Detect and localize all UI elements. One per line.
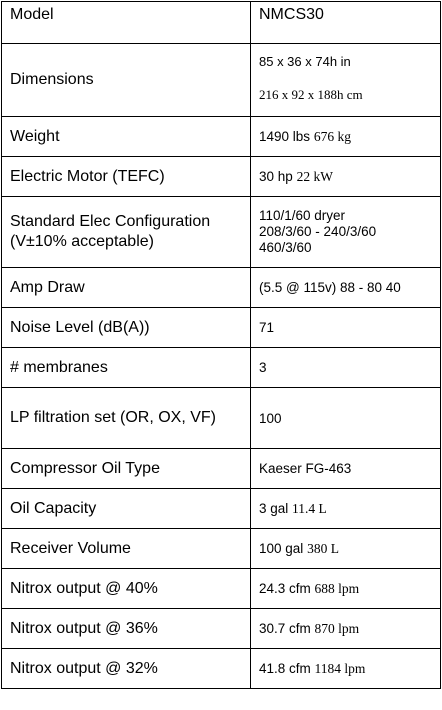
nitrox-40-value — [251, 569, 441, 609]
model-value: NMCS30 — [251, 2, 441, 44]
dimensions-label: Dimensions — [2, 44, 251, 117]
table-row-oilcap — [2, 489, 441, 529]
nitrox-40-label: Nitrox output @ 40% — [2, 569, 251, 609]
table-row-nitrox-32 — [2, 649, 441, 689]
model-label: Model — [2, 2, 251, 44]
lp-value: 100 — [251, 388, 441, 449]
motor-value — [251, 157, 441, 197]
config-line-2: 208/3/60 - 240/3/60 — [259, 224, 377, 239]
oiltype-value: Kaeser FG-463 — [251, 449, 441, 489]
table-row-motor — [2, 157, 441, 197]
motor-label: Electric Motor (TEFC) — [2, 157, 251, 197]
weight-label: Weight — [2, 117, 251, 157]
table-row-oiltype — [2, 449, 441, 489]
nitrox-32-imperial: 41.8 cfm — [259, 661, 311, 676]
amp-label: Amp Draw — [2, 268, 251, 308]
config-label: Standard Elec Configuration (V±10% acceptable) — [2, 197, 251, 268]
membranes-value: 3 — [251, 348, 441, 388]
spec-table — [1, 1, 441, 689]
nitrox-36-value — [251, 609, 441, 649]
table-row-receiver — [2, 529, 441, 569]
table-row-amp — [2, 268, 441, 308]
table-row-membranes — [2, 348, 441, 388]
config-line-1: 110/1/60 dryer — [259, 208, 346, 223]
nitrox-36-imperial: 30.7 cfm — [259, 621, 311, 636]
amp-value: (5.5 @ 115v) 88 - 80 40 — [251, 268, 441, 308]
oiltype-label: Compressor Oil Type — [2, 449, 251, 489]
motor-metric: 22 kW — [296, 169, 333, 184]
nitrox-36-metric: 870 lpm — [314, 621, 360, 636]
config-line-3: 460/3/60 — [259, 240, 312, 255]
receiver-value — [251, 529, 441, 569]
dimensions-value — [251, 44, 441, 117]
oilcap-metric: 11.4 L — [292, 501, 327, 516]
noise-label: Noise Level (dB(A)) — [2, 308, 251, 348]
lp-label: LP filtration set (OR, OX, VF) — [2, 388, 251, 449]
table-row-noise — [2, 308, 441, 348]
table-row-weight — [2, 117, 441, 157]
membranes-label: # membranes — [2, 348, 251, 388]
nitrox-32-metric: 1184 lpm — [314, 661, 366, 676]
nitrox-40-imperial: 24.3 cfm — [259, 581, 311, 596]
weight-imperial: 1490 lbs — [259, 129, 311, 144]
nitrox-32-value — [251, 649, 441, 689]
motor-imperial: 30 hp — [259, 169, 293, 184]
table-row-nitrox-36 — [2, 609, 441, 649]
oilcap-label: Oil Capacity — [2, 489, 251, 529]
table-row-lp — [2, 388, 441, 449]
receiver-label: Receiver Volume — [2, 529, 251, 569]
table-row-nitrox-40 — [2, 569, 441, 609]
table-row-config — [2, 197, 441, 268]
oilcap-imperial: 3 gal — [259, 501, 289, 516]
weight-metric: 676 kg — [313, 129, 351, 144]
dimensions-metric: 216 x 92 x 188h cm — [259, 87, 363, 102]
receiver-metric: 380 L — [307, 541, 339, 556]
nitrox-32-label: Nitrox output @ 32% — [2, 649, 251, 689]
nitrox-40-metric: 688 lpm — [314, 581, 360, 596]
config-value — [251, 197, 441, 268]
weight-value — [251, 117, 441, 157]
table-row-header — [2, 2, 441, 44]
nitrox-36-label: Nitrox output @ 36% — [2, 609, 251, 649]
noise-value: 71 — [251, 308, 441, 348]
oilcap-value — [251, 489, 441, 529]
receiver-imperial: 100 gal — [259, 541, 304, 556]
table-row-dimensions — [2, 44, 441, 117]
dimensions-imperial: 85 x 36 x 74h in — [259, 54, 351, 69]
